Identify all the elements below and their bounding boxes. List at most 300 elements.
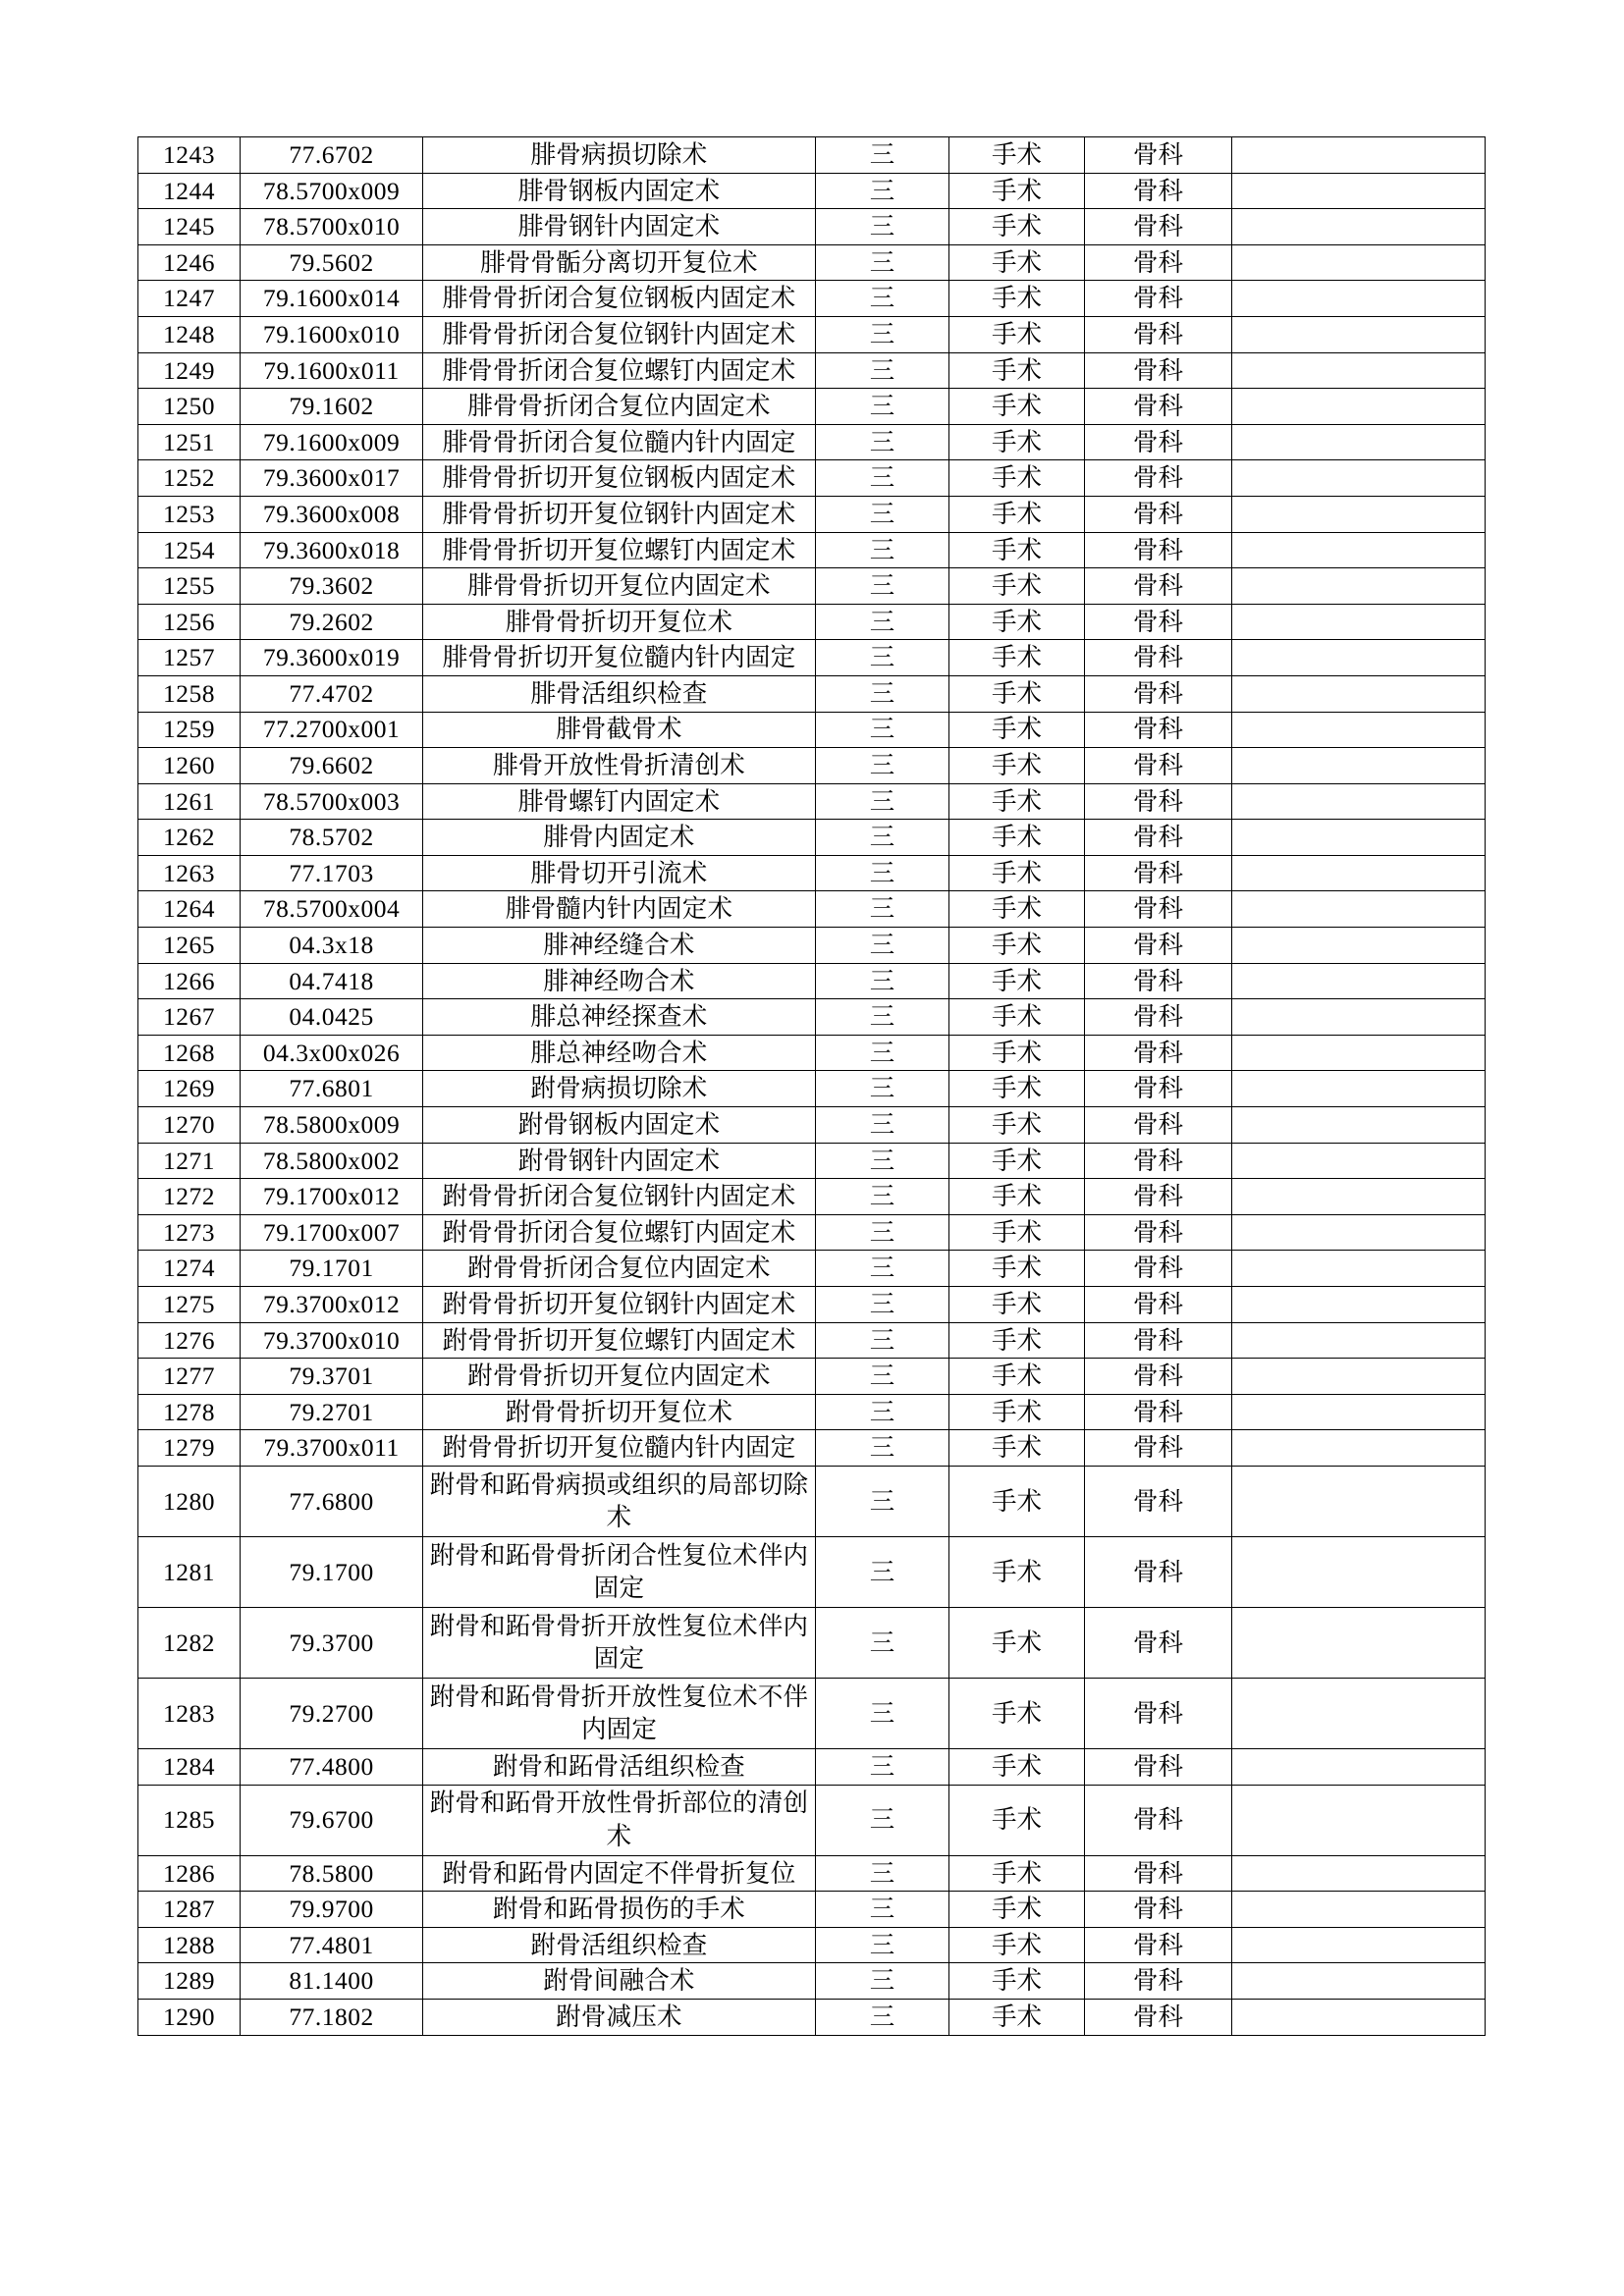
cell-department: 骨科 [1085, 1785, 1232, 1855]
cell-procedure-code: 77.4800 [241, 1748, 423, 1785]
cell-sequence-number: 1256 [138, 604, 241, 640]
cell-level: 三 [816, 1287, 949, 1323]
cell-procedure-code: 04.0425 [241, 999, 423, 1036]
cell-level: 三 [816, 1035, 949, 1071]
cell-sequence-number: 1265 [138, 928, 241, 964]
cell-procedure-code: 79.6602 [241, 748, 423, 784]
cell-department: 骨科 [1085, 604, 1232, 640]
table-row [138, 1214, 1486, 1251]
cell-procedure-code: 04.7418 [241, 963, 423, 999]
cell-procedure-name: 跗骨骨折闭合复位钢针内固定术 [423, 1179, 816, 1215]
cell-procedure-code: 81.1400 [241, 1963, 423, 2000]
cell-level: 三 [816, 1214, 949, 1251]
cell-level: 三 [816, 281, 949, 317]
table-row [138, 712, 1486, 748]
table-row [138, 1287, 1486, 1323]
cell-procedure-code: 79.3700 [241, 1607, 423, 1678]
cell-note [1232, 604, 1486, 640]
table-row [138, 1927, 1486, 1963]
procedure-table [137, 136, 1486, 2036]
cell-department: 骨科 [1085, 1107, 1232, 1144]
cell-category: 手术 [949, 1071, 1085, 1107]
cell-department: 骨科 [1085, 496, 1232, 532]
table-row [138, 137, 1486, 174]
cell-procedure-name: 跗骨骨折切开复位钢针内固定术 [423, 1287, 816, 1323]
cell-note [1232, 928, 1486, 964]
cell-category: 手术 [949, 1179, 1085, 1215]
cell-department: 骨科 [1085, 1748, 1232, 1785]
cell-sequence-number: 1259 [138, 712, 241, 748]
cell-procedure-code: 79.1600x009 [241, 424, 423, 460]
cell-note [1232, 460, 1486, 497]
cell-procedure-name: 腓骨骨折闭合复位钢板内固定术 [423, 281, 816, 317]
table-row [138, 424, 1486, 460]
cell-category: 手术 [949, 1394, 1085, 1430]
cell-procedure-code: 79.3600x008 [241, 496, 423, 532]
cell-sequence-number: 1248 [138, 316, 241, 352]
cell-procedure-name: 跗骨和跖骨开放性骨折部位的清创术 [423, 1785, 816, 1855]
cell-note [1232, 963, 1486, 999]
cell-level: 三 [816, 855, 949, 891]
cell-category: 手术 [949, 999, 1085, 1036]
cell-category: 手术 [949, 281, 1085, 317]
cell-procedure-code: 78.5700x003 [241, 783, 423, 820]
table-row [138, 640, 1486, 676]
cell-procedure-code: 79.1602 [241, 389, 423, 425]
cell-department: 骨科 [1085, 1607, 1232, 1678]
cell-sequence-number: 1289 [138, 1963, 241, 2000]
cell-note [1232, 748, 1486, 784]
cell-note [1232, 1892, 1486, 1928]
cell-note [1232, 424, 1486, 460]
cell-level: 三 [816, 568, 949, 605]
cell-sequence-number: 1266 [138, 963, 241, 999]
table-row [138, 891, 1486, 928]
cell-level: 三 [816, 748, 949, 784]
cell-procedure-code: 78.5800x009 [241, 1107, 423, 1144]
cell-procedure-name: 腓骨内固定术 [423, 820, 816, 856]
cell-procedure-code: 79.1600x010 [241, 316, 423, 352]
cell-note [1232, 389, 1486, 425]
cell-department: 骨科 [1085, 1927, 1232, 1963]
cell-category: 手术 [949, 891, 1085, 928]
cell-procedure-code: 77.2700x001 [241, 712, 423, 748]
cell-procedure-name: 腓骨骨折切开复位钢针内固定术 [423, 496, 816, 532]
cell-category: 手术 [949, 1322, 1085, 1359]
cell-category: 手术 [949, 1785, 1085, 1855]
table-row [138, 1963, 1486, 2000]
cell-level: 三 [816, 424, 949, 460]
cell-note [1232, 891, 1486, 928]
cell-note [1232, 783, 1486, 820]
cell-procedure-code: 78.5700x009 [241, 173, 423, 209]
cell-procedure-name: 跗骨活组织检查 [423, 1927, 816, 1963]
table-row [138, 352, 1486, 389]
cell-sequence-number: 1270 [138, 1107, 241, 1144]
cell-category: 手术 [949, 496, 1085, 532]
cell-sequence-number: 1284 [138, 1748, 241, 1785]
cell-note [1232, 1071, 1486, 1107]
cell-category: 手术 [949, 963, 1085, 999]
cell-procedure-name: 跗骨间融合术 [423, 1963, 816, 2000]
cell-procedure-code: 79.3700x012 [241, 1287, 423, 1323]
cell-note [1232, 1466, 1486, 1536]
table-row [138, 820, 1486, 856]
cell-procedure-code: 04.3x00x026 [241, 1035, 423, 1071]
cell-sequence-number: 1251 [138, 424, 241, 460]
cell-department: 骨科 [1085, 1143, 1232, 1179]
cell-department: 骨科 [1085, 1678, 1232, 1748]
cell-department: 骨科 [1085, 675, 1232, 712]
cell-procedure-name: 腓骨骨折闭合复位内固定术 [423, 389, 816, 425]
cell-procedure-name: 腓骨活组织检查 [423, 675, 816, 712]
cell-department: 骨科 [1085, 281, 1232, 317]
cell-category: 手术 [949, 316, 1085, 352]
cell-procedure-name: 跗骨和跖骨活组织检查 [423, 1748, 816, 1785]
table-row [138, 1999, 1486, 2035]
cell-procedure-name: 腓骨骨折切开复位螺钉内固定术 [423, 532, 816, 568]
table-row [138, 1748, 1486, 1785]
cell-category: 手术 [949, 675, 1085, 712]
cell-sequence-number: 1288 [138, 1927, 241, 1963]
table-row [138, 281, 1486, 317]
cell-sequence-number: 1287 [138, 1892, 241, 1928]
cell-category: 手术 [949, 928, 1085, 964]
table-row [138, 748, 1486, 784]
cell-note [1232, 1214, 1486, 1251]
table-row [138, 999, 1486, 1036]
cell-procedure-code: 78.5702 [241, 820, 423, 856]
cell-department: 骨科 [1085, 783, 1232, 820]
cell-department: 骨科 [1085, 1214, 1232, 1251]
cell-department: 骨科 [1085, 928, 1232, 964]
cell-category: 手术 [949, 1607, 1085, 1678]
cell-category: 手术 [949, 1214, 1085, 1251]
cell-department: 骨科 [1085, 173, 1232, 209]
cell-procedure-code: 78.5800x002 [241, 1143, 423, 1179]
cell-level: 三 [816, 1394, 949, 1430]
cell-procedure-name: 腓骨开放性骨折清创术 [423, 748, 816, 784]
cell-procedure-code: 79.3600x018 [241, 532, 423, 568]
cell-sequence-number: 1276 [138, 1322, 241, 1359]
table-row [138, 1536, 1486, 1607]
cell-procedure-name: 腓骨髓内针内固定术 [423, 891, 816, 928]
cell-level: 三 [816, 1430, 949, 1467]
cell-procedure-code: 79.1600x014 [241, 281, 423, 317]
cell-note [1232, 316, 1486, 352]
cell-category: 手术 [949, 1359, 1085, 1395]
cell-procedure-name: 腓骨钢针内固定术 [423, 209, 816, 245]
cell-category: 手术 [949, 783, 1085, 820]
cell-category: 手术 [949, 1892, 1085, 1928]
table-row [138, 1892, 1486, 1928]
table-row [138, 604, 1486, 640]
cell-category: 手术 [949, 1536, 1085, 1607]
cell-department: 骨科 [1085, 424, 1232, 460]
cell-procedure-code: 77.4801 [241, 1927, 423, 1963]
cell-department: 骨科 [1085, 1179, 1232, 1215]
table-row [138, 855, 1486, 891]
cell-procedure-code: 04.3x18 [241, 928, 423, 964]
cell-department: 骨科 [1085, 712, 1232, 748]
cell-level: 三 [816, 712, 949, 748]
cell-department: 骨科 [1085, 1430, 1232, 1467]
cell-department: 骨科 [1085, 1071, 1232, 1107]
cell-level: 三 [816, 891, 949, 928]
cell-procedure-name: 跗骨钢针内固定术 [423, 1143, 816, 1179]
cell-note [1232, 352, 1486, 389]
cell-category: 手术 [949, 568, 1085, 605]
cell-department: 骨科 [1085, 999, 1232, 1036]
cell-procedure-code: 79.3602 [241, 568, 423, 605]
table-row [138, 568, 1486, 605]
table-row [138, 1035, 1486, 1071]
cell-procedure-code: 77.1703 [241, 855, 423, 891]
cell-procedure-name: 腓骨切开引流术 [423, 855, 816, 891]
cell-category: 手术 [949, 1287, 1085, 1323]
cell-sequence-number: 1280 [138, 1466, 241, 1536]
cell-procedure-name: 腓神经缝合术 [423, 928, 816, 964]
cell-level: 三 [816, 1999, 949, 2035]
cell-level: 三 [816, 1785, 949, 1855]
table-row [138, 209, 1486, 245]
cell-procedure-code: 77.6800 [241, 1466, 423, 1536]
cell-sequence-number: 1273 [138, 1214, 241, 1251]
cell-department: 骨科 [1085, 1251, 1232, 1287]
cell-procedure-name: 腓骨骨折切开复位钢板内固定术 [423, 460, 816, 497]
cell-note [1232, 1287, 1486, 1323]
cell-department: 骨科 [1085, 1855, 1232, 1892]
cell-sequence-number: 1277 [138, 1359, 241, 1395]
cell-procedure-name: 腓骨骨折切开复位内固定术 [423, 568, 816, 605]
cell-category: 手术 [949, 389, 1085, 425]
cell-department: 骨科 [1085, 209, 1232, 245]
cell-note [1232, 712, 1486, 748]
cell-department: 骨科 [1085, 1394, 1232, 1430]
cell-note [1232, 1394, 1486, 1430]
cell-procedure-code: 77.6801 [241, 1071, 423, 1107]
cell-department: 骨科 [1085, 1892, 1232, 1928]
cell-level: 三 [816, 604, 949, 640]
cell-sequence-number: 1246 [138, 244, 241, 281]
cell-department: 骨科 [1085, 316, 1232, 352]
cell-procedure-name: 腓骨骨折切开复位术 [423, 604, 816, 640]
cell-level: 三 [816, 640, 949, 676]
cell-sequence-number: 1282 [138, 1607, 241, 1678]
cell-category: 手术 [949, 820, 1085, 856]
cell-note [1232, 999, 1486, 1036]
cell-level: 三 [816, 1143, 949, 1179]
cell-department: 骨科 [1085, 963, 1232, 999]
cell-sequence-number: 1290 [138, 1999, 241, 2035]
cell-note [1232, 1963, 1486, 2000]
cell-note [1232, 1322, 1486, 1359]
cell-note [1232, 640, 1486, 676]
cell-procedure-name: 跗骨病损切除术 [423, 1071, 816, 1107]
cell-procedure-code: 78.5800 [241, 1855, 423, 1892]
cell-procedure-code: 77.4702 [241, 675, 423, 712]
table-row [138, 460, 1486, 497]
cell-sequence-number: 1275 [138, 1287, 241, 1323]
cell-procedure-name: 腓骨骨折闭合复位钢针内固定术 [423, 316, 816, 352]
cell-department: 骨科 [1085, 855, 1232, 891]
cell-procedure-name: 腓神经吻合术 [423, 963, 816, 999]
table-row [138, 532, 1486, 568]
cell-level: 三 [816, 532, 949, 568]
cell-level: 三 [816, 389, 949, 425]
cell-department: 骨科 [1085, 640, 1232, 676]
cell-category: 手术 [949, 1466, 1085, 1536]
table-row [138, 1394, 1486, 1430]
cell-procedure-name: 跗骨和跖骨骨折开放性复位术伴内固定 [423, 1607, 816, 1678]
cell-procedure-name: 跗骨钢板内固定术 [423, 1107, 816, 1144]
cell-procedure-code: 79.6700 [241, 1785, 423, 1855]
cell-sequence-number: 1264 [138, 891, 241, 928]
cell-sequence-number: 1272 [138, 1179, 241, 1215]
cell-category: 手术 [949, 137, 1085, 174]
cell-sequence-number: 1271 [138, 1143, 241, 1179]
cell-level: 三 [816, 1748, 949, 1785]
cell-department: 骨科 [1085, 1287, 1232, 1323]
cell-level: 三 [816, 1963, 949, 2000]
cell-note [1232, 244, 1486, 281]
cell-sequence-number: 1281 [138, 1536, 241, 1607]
table-row [138, 1179, 1486, 1215]
cell-category: 手术 [949, 1927, 1085, 1963]
cell-category: 手术 [949, 1035, 1085, 1071]
cell-note [1232, 1748, 1486, 1785]
cell-sequence-number: 1268 [138, 1035, 241, 1071]
table-row [138, 1607, 1486, 1678]
cell-level: 三 [816, 783, 949, 820]
cell-level: 三 [816, 1071, 949, 1107]
cell-level: 三 [816, 352, 949, 389]
table-row [138, 173, 1486, 209]
cell-note [1232, 675, 1486, 712]
table-body [138, 137, 1486, 2036]
cell-note [1232, 532, 1486, 568]
cell-sequence-number: 1253 [138, 496, 241, 532]
cell-category: 手术 [949, 712, 1085, 748]
cell-sequence-number: 1269 [138, 1071, 241, 1107]
cell-sequence-number: 1263 [138, 855, 241, 891]
cell-sequence-number: 1260 [138, 748, 241, 784]
table-row [138, 1678, 1486, 1748]
table-row [138, 963, 1486, 999]
cell-category: 手术 [949, 1678, 1085, 1748]
cell-procedure-name: 跗骨骨折闭合复位螺钉内固定术 [423, 1214, 816, 1251]
cell-category: 手术 [949, 173, 1085, 209]
cell-level: 三 [816, 1107, 949, 1144]
cell-procedure-name: 腓总神经吻合术 [423, 1035, 816, 1071]
cell-procedure-code: 79.3600x017 [241, 460, 423, 497]
cell-level: 三 [816, 496, 949, 532]
cell-sequence-number: 1252 [138, 460, 241, 497]
cell-level: 三 [816, 460, 949, 497]
cell-category: 手术 [949, 352, 1085, 389]
cell-sequence-number: 1279 [138, 1430, 241, 1467]
cell-department: 骨科 [1085, 460, 1232, 497]
cell-level: 三 [816, 675, 949, 712]
cell-category: 手术 [949, 1251, 1085, 1287]
cell-procedure-name: 腓骨截骨术 [423, 712, 816, 748]
cell-category: 手术 [949, 1963, 1085, 2000]
cell-category: 手术 [949, 1430, 1085, 1467]
cell-sequence-number: 1285 [138, 1785, 241, 1855]
cell-level: 三 [816, 1607, 949, 1678]
cell-note [1232, 1251, 1486, 1287]
cell-level: 三 [816, 963, 949, 999]
cell-procedure-code: 79.2602 [241, 604, 423, 640]
table-row [138, 389, 1486, 425]
cell-level: 三 [816, 1855, 949, 1892]
cell-procedure-code: 79.3701 [241, 1359, 423, 1395]
cell-level: 三 [816, 1892, 949, 1928]
cell-note [1232, 137, 1486, 174]
cell-category: 手术 [949, 604, 1085, 640]
cell-note [1232, 820, 1486, 856]
cell-note [1232, 1927, 1486, 1963]
cell-department: 骨科 [1085, 1963, 1232, 2000]
cell-level: 三 [816, 1251, 949, 1287]
table-row [138, 1430, 1486, 1467]
cell-note [1232, 1999, 1486, 2035]
cell-category: 手术 [949, 748, 1085, 784]
cell-sequence-number: 1274 [138, 1251, 241, 1287]
cell-procedure-code: 79.1701 [241, 1251, 423, 1287]
table-row [138, 1359, 1486, 1395]
procedure-table-container [137, 136, 1485, 2036]
table-row [138, 1251, 1486, 1287]
cell-note [1232, 281, 1486, 317]
cell-procedure-name: 腓骨骨折闭合复位螺钉内固定术 [423, 352, 816, 389]
cell-level: 三 [816, 1536, 949, 1607]
cell-note [1232, 1430, 1486, 1467]
table-row [138, 928, 1486, 964]
cell-procedure-code: 79.3600x019 [241, 640, 423, 676]
table-row [138, 1071, 1486, 1107]
cell-level: 三 [816, 1927, 949, 1963]
cell-note [1232, 173, 1486, 209]
cell-department: 骨科 [1085, 820, 1232, 856]
cell-level: 三 [816, 1466, 949, 1536]
cell-sequence-number: 1283 [138, 1678, 241, 1748]
cell-level: 三 [816, 820, 949, 856]
cell-procedure-name: 跗骨骨折闭合复位内固定术 [423, 1251, 816, 1287]
cell-category: 手术 [949, 1855, 1085, 1892]
cell-procedure-name: 腓骨骨折切开复位髓内针内固定 [423, 640, 816, 676]
cell-department: 骨科 [1085, 1999, 1232, 2035]
cell-procedure-name: 腓总神经探查术 [423, 999, 816, 1036]
cell-level: 三 [816, 1179, 949, 1215]
cell-note [1232, 496, 1486, 532]
cell-sequence-number: 1258 [138, 675, 241, 712]
cell-level: 三 [816, 137, 949, 174]
cell-procedure-code: 79.1700x007 [241, 1214, 423, 1251]
cell-sequence-number: 1261 [138, 783, 241, 820]
table-row [138, 1466, 1486, 1536]
cell-level: 三 [816, 1678, 949, 1748]
cell-level: 三 [816, 928, 949, 964]
cell-sequence-number: 1255 [138, 568, 241, 605]
cell-procedure-name: 跗骨骨折切开复位内固定术 [423, 1359, 816, 1395]
cell-department: 骨科 [1085, 532, 1232, 568]
cell-category: 手术 [949, 1107, 1085, 1144]
cell-sequence-number: 1250 [138, 389, 241, 425]
table-row [138, 1107, 1486, 1144]
cell-procedure-name: 腓骨骨折闭合复位髓内针内固定 [423, 424, 816, 460]
cell-sequence-number: 1286 [138, 1855, 241, 1892]
